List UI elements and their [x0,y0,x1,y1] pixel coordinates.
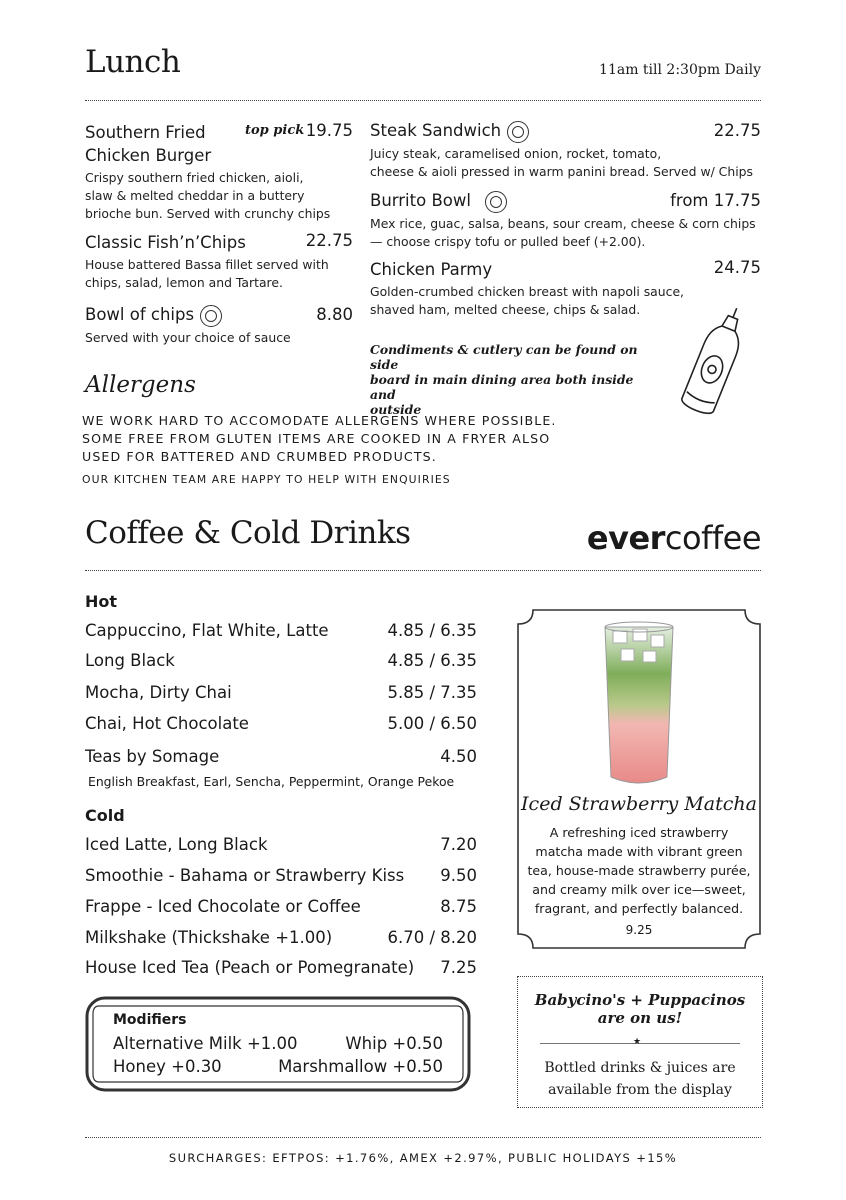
allergens-title: Allergens [85,372,196,398]
vegan-badge-icon [485,191,507,213]
item-price: 19.75 [305,121,353,140]
item-price: 22.75 [713,121,761,141]
item-description: Served with your choice of sauce [85,329,291,345]
drink-row: Mocha, Dirty Chai 5.85 / 7.35 [85,683,477,702]
divider [85,570,761,571]
divider [85,100,761,101]
item-description: Juicy steak, caramelised onion, rocket, tomato, cheese & aioli pressed in warm panini bread. Served w/ Chips [370,145,753,179]
iced-matcha-illustration [599,617,679,789]
vegan-badge-icon [200,305,222,327]
drink-row: Cappuccino, Flat White, Latte 4.85 / 6.35 [85,621,477,640]
menu-item-burrito-bowl [370,189,761,251]
item-name: Southern Fried [85,123,206,142]
lunch-title: Lunch [85,44,181,80]
drink-row: Iced Latte, Long Black 7.20 [85,835,477,854]
top-pick-tag: top pick [245,123,305,138]
modifier-item: Alternative Milk +1.00 [113,1034,298,1053]
modifiers-box [85,996,471,1092]
item-name: Chicken Burger [85,146,212,165]
drinks-title: Coffee & Cold Drinks [85,515,411,551]
drink-row: Smoothie - Bahama or Strawberry Kiss 9.50 [85,866,477,885]
item-description: Crispy southern fried chicken, aioli, slaw & melted cheddar in a buttery brioche bun. Served with crunchy chips [85,170,331,221]
item-name: Chicken Parmy [370,260,493,279]
feature-drink-description: A refreshing iced strawberry matcha made with vibrant green tea, house-made strawberry purée, and creamy milk over ice—sweet, fragrant, and perfectly balanced. [527,825,751,916]
modifier-item: Whip +0.50 [345,1034,443,1053]
item-price: 24.75 [713,258,761,277]
babycino-box [517,976,763,1108]
drink-row: Teas by Somage 4.50 [85,747,477,766]
drink-row: House Iced Tea (Peach or Pomegranate) 7.25 [85,958,477,977]
item-name: Steak Sandwich [370,121,502,140]
feature-drink-card [517,609,761,949]
modifier-item: Marshmallow +0.50 [278,1057,443,1076]
lunch-hours: 11am till 2:30pm Daily [599,62,761,78]
drink-row: Long Black 4.85 / 6.35 [85,651,477,670]
item-name: Classic Fish’n’Chips [85,233,246,252]
drink-row: Chai, Hot Chocolate 5.00 / 6.50 [85,714,477,733]
babycino-title: Babycino's + Puppacinos are on us! [534,991,746,1027]
item-price: 8.80 [316,305,353,325]
menu-item-fish-chips [85,231,353,292]
menu-item-chicken-burger [85,121,353,223]
drink-row: Milkshake (Thickshake +1.00) 6.70 / 8.20 [85,928,477,947]
menu-item-steak-sandwich [370,119,761,181]
feature-drink-price: 9.25 [625,923,653,937]
drink-row: Frappe - Iced Chocolate or Coffee 8.75 [85,897,477,916]
feature-drink-title: Iced Strawberry Matcha [521,793,757,815]
item-price: from 17.75 [670,191,761,211]
gluten-free-badge-icon [507,121,529,143]
modifier-item: Honey +0.30 [113,1057,222,1076]
evercoffee-logo: evercoffee [586,519,761,557]
item-description: Golden-crumbed chicken breast with napoli sauce, shaved ham, melted cheese, chips & salad. [370,284,685,317]
sauce-bottle-illustration [670,300,760,425]
modifiers-label: Modifiers [113,1012,187,1028]
condiments-note: Condiments & cutlery can be found on side board in main dining area both inside and outside [370,342,638,417]
item-name: Bowl of chips [85,305,195,324]
allergens-notice: WE WORK HARD TO ACCOMODATE ALLERGENS WHERE POSSIBLE. SOME FREE FROM GLUTEN ITEMS ARE COOKED IN A FRYER ALSO USED FOR BATTERED AND CRUMBED PRODUCTS. [82,413,557,464]
divider [85,1137,761,1138]
bottled-drinks-note: Bottled drinks & juices are available from the display [544,1060,736,1098]
surcharges-note: SURCHARGES: EFTPOS: +1.76%, AMEX +2.97%, PUBLIC HOLIDAYS +15% [168,1151,678,1165]
item-description: Mex rice, guac, salsa, beans, sour cream, cheese & corn chips — choose crispy tofu or pulled beef (+2.00). [370,215,756,249]
item-name: Burrito Bowl [370,191,471,210]
teas-list: English Breakfast, Earl, Sencha, Peppermint, Orange Pekoe [88,774,455,789]
allergens-help-note: OUR KITCHEN TEAM ARE HAPPY TO HELP WITH ENQUIRIES [82,473,451,486]
hot-heading: Hot [85,592,118,611]
item-description: House battered Bassa fillet served with chips, salad, lemon and Tartare. [85,257,329,290]
menu-item-bowl-of-chips [85,303,353,347]
cold-heading: Cold [85,806,125,825]
item-price: 22.75 [305,231,353,250]
star-ornament-icon: ★ [633,1037,642,1047]
